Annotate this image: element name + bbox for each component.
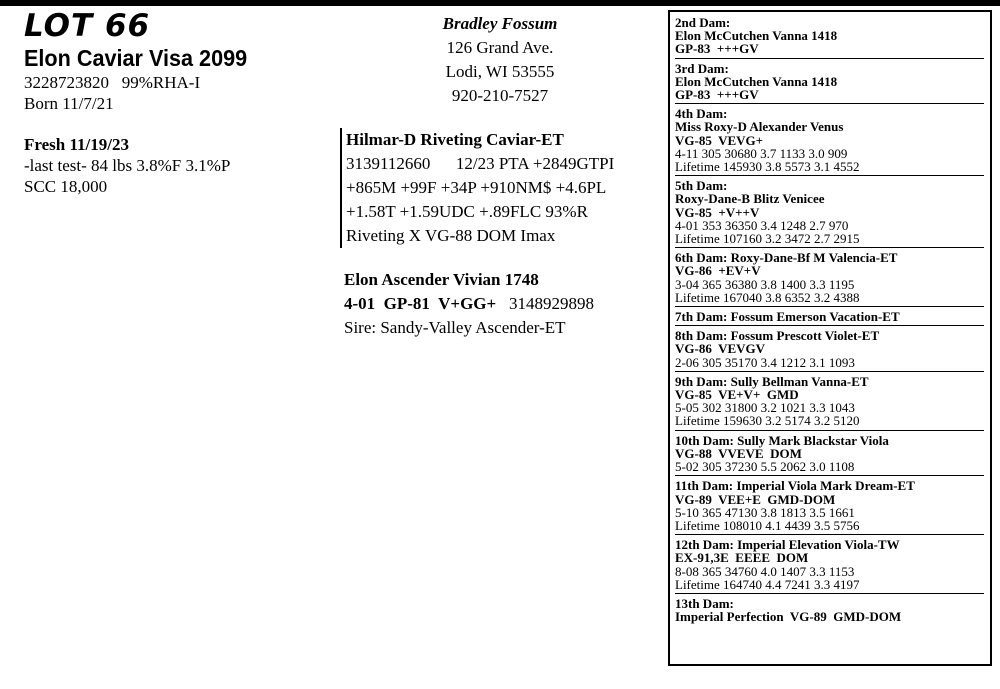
pedigree-line: 8-08 365 34760 4.0 1407 3.3 1153 <box>675 563 855 579</box>
pedigree-entry <box>675 597 984 625</box>
top-rule <box>0 0 1000 6</box>
pedigree-entry <box>675 107 984 176</box>
pedigree-line: 2nd Dam: <box>675 15 731 30</box>
dam-score-line <box>344 292 664 316</box>
pedigree-line: VG-89 VEE+E GMD-DOM <box>675 491 836 507</box>
pedigree-line: Roxy-Dane-B Blitz Venicee <box>675 191 825 207</box>
pedigree-line: 5th Dam: <box>675 178 728 194</box>
pedigree-entry <box>675 16 984 59</box>
animal-name: Elon Caviar Visa 2099 <box>24 45 248 71</box>
sire-line-1: 3139112660 12/23 PTA +2849GTPI <box>346 154 615 173</box>
pedigree-line: 3rd Dam: <box>675 60 729 76</box>
pedigree-line: 10th Dam: Sully Mark Blackstar Viola <box>675 432 889 448</box>
dam-name: Elon Ascender Vivian 1748 <box>344 270 539 289</box>
pedigree-line: Elon McCutchen Vanna 1418 <box>675 73 838 89</box>
lot-number: LOT 66 <box>24 8 151 44</box>
pedigree-line: 13th Dam: <box>675 595 734 611</box>
pedigree-line: 8th Dam: Fossum Prescott Violet-ET <box>675 328 880 344</box>
pedigree-line: GP-83 +++GV <box>675 87 759 103</box>
registration-line: 3228723820 99%RHA-I <box>24 73 201 92</box>
animal-info <box>24 10 324 197</box>
owner-name: Bradley Fossum <box>442 14 558 33</box>
pedigree-line: VG-85 VE+V+ GMD <box>675 387 799 403</box>
pedigree-line: Lifetime 159630 3.2 5174 3.2 5120 <box>675 413 860 429</box>
owner-phone: 920-210-7527 <box>451 86 549 105</box>
pedigree-line: VG-88 VVEVE DOM <box>675 445 802 461</box>
sire-line-2: +865M +99F +34P +910NM$ +4.6PL <box>346 178 607 197</box>
owner-block <box>400 12 600 108</box>
pedigree-line: VG-86 +EV+V <box>675 263 761 279</box>
birth-date: Born 11/7/21 <box>24 94 114 113</box>
pedigree-entry <box>675 179 984 248</box>
pedigree-entry <box>675 434 984 477</box>
pedigree-line: 7th Dam: Fossum Emerson Vacation-ET <box>675 309 900 325</box>
owner-city: Lodi, WI 53555 <box>445 62 555 81</box>
owner-street: 126 Grand Ave. <box>446 38 554 57</box>
pedigree-line: Elon McCutchen Vanna 1418 <box>675 28 838 44</box>
pedigree-line: 11th Dam: Imperial Viola Mark Dream-ET <box>675 478 915 494</box>
pedigree-line: VG-85 VEVG+ <box>675 132 764 148</box>
pedigree-entry <box>675 251 984 307</box>
sire-line-4: Riveting X VG-88 DOM Imax <box>346 226 556 245</box>
pedigree-line: Lifetime 108010 4.1 4439 3.5 5756 <box>675 517 860 533</box>
pedigree-line: 2-06 305 35170 3.4 1212 3.1 1093 <box>675 354 855 370</box>
pedigree-entry <box>675 479 984 535</box>
pedigree-entry <box>675 62 984 105</box>
pedigree-line: 5-10 365 47130 3.8 1813 3.5 1661 <box>675 504 855 520</box>
pedigree-line: 3-04 365 36380 3.8 1400 3.3 1195 <box>675 276 855 292</box>
pedigree-entry <box>675 375 984 431</box>
pedigree-line: VG-85 +V++V <box>675 204 760 220</box>
pedigree-line: Lifetime 164740 4.4 7241 3.3 4197 <box>675 576 860 592</box>
pedigree-line: 4-01 353 36350 3.4 1248 2.7 970 <box>675 217 849 233</box>
pedigree-entry <box>675 310 984 326</box>
pedigree-line: 9th Dam: Sully Bellman Vanna-ET <box>675 373 869 389</box>
dam-sire: Sire: Sandy-Valley Ascender-ET <box>344 318 566 337</box>
pedigree-box <box>668 10 992 666</box>
pedigree-line: Lifetime 107160 3.2 3472 2.7 2915 <box>675 231 860 247</box>
pedigree-line: Lifetime 167040 3.8 6352 3.2 4388 <box>675 289 860 305</box>
pedigree-line: VG-86 VEVGV <box>675 341 766 357</box>
fresh-date: Fresh 11/19/23 <box>24 135 129 154</box>
dam-score: 4-01 GP-81 V+GG+ <box>344 294 497 313</box>
scc: SCC 18,000 <box>24 177 108 196</box>
dam-reg: 3148929898 <box>496 294 594 313</box>
pedigree-line: 4th Dam: <box>675 106 728 122</box>
sire-block <box>340 128 656 248</box>
pedigree-line: 5-02 305 37230 5.5 2062 3.0 1108 <box>675 459 855 475</box>
pedigree-entry <box>675 329 984 372</box>
pedigree-line: EX-91,3E EEEE DOM <box>675 550 809 566</box>
pedigree-entry <box>675 538 984 594</box>
pedigree-line: 5-05 302 31800 3.2 1021 3.3 1043 <box>675 400 855 416</box>
sire-name: Hilmar-D Riveting Caviar-ET <box>346 130 564 149</box>
sire-line-3: +1.58T +1.59UDC +.89FLC 93%R <box>346 202 588 221</box>
pedigree-line: 6th Dam: Roxy-Dane-Bf M Valencia-ET <box>675 250 898 266</box>
pedigree-line: GP-83 +++GV <box>675 41 759 57</box>
pedigree-line: Lifetime 145930 3.8 5573 3.1 4552 <box>675 159 860 175</box>
pedigree-line: 4-11 305 30680 3.7 1133 3.0 909 <box>675 145 848 161</box>
pedigree-line: Imperial Perfection VG-89 GMD-DOM <box>675 609 902 625</box>
pedigree-line: 12th Dam: Imperial Elevation Viola-TW <box>675 537 900 553</box>
last-test: -last test- 84 lbs 3.8%F 3.1%P <box>24 156 231 175</box>
pedigree-line: Miss Roxy-D Alexander Venus <box>675 119 844 135</box>
dam-block <box>344 268 664 340</box>
